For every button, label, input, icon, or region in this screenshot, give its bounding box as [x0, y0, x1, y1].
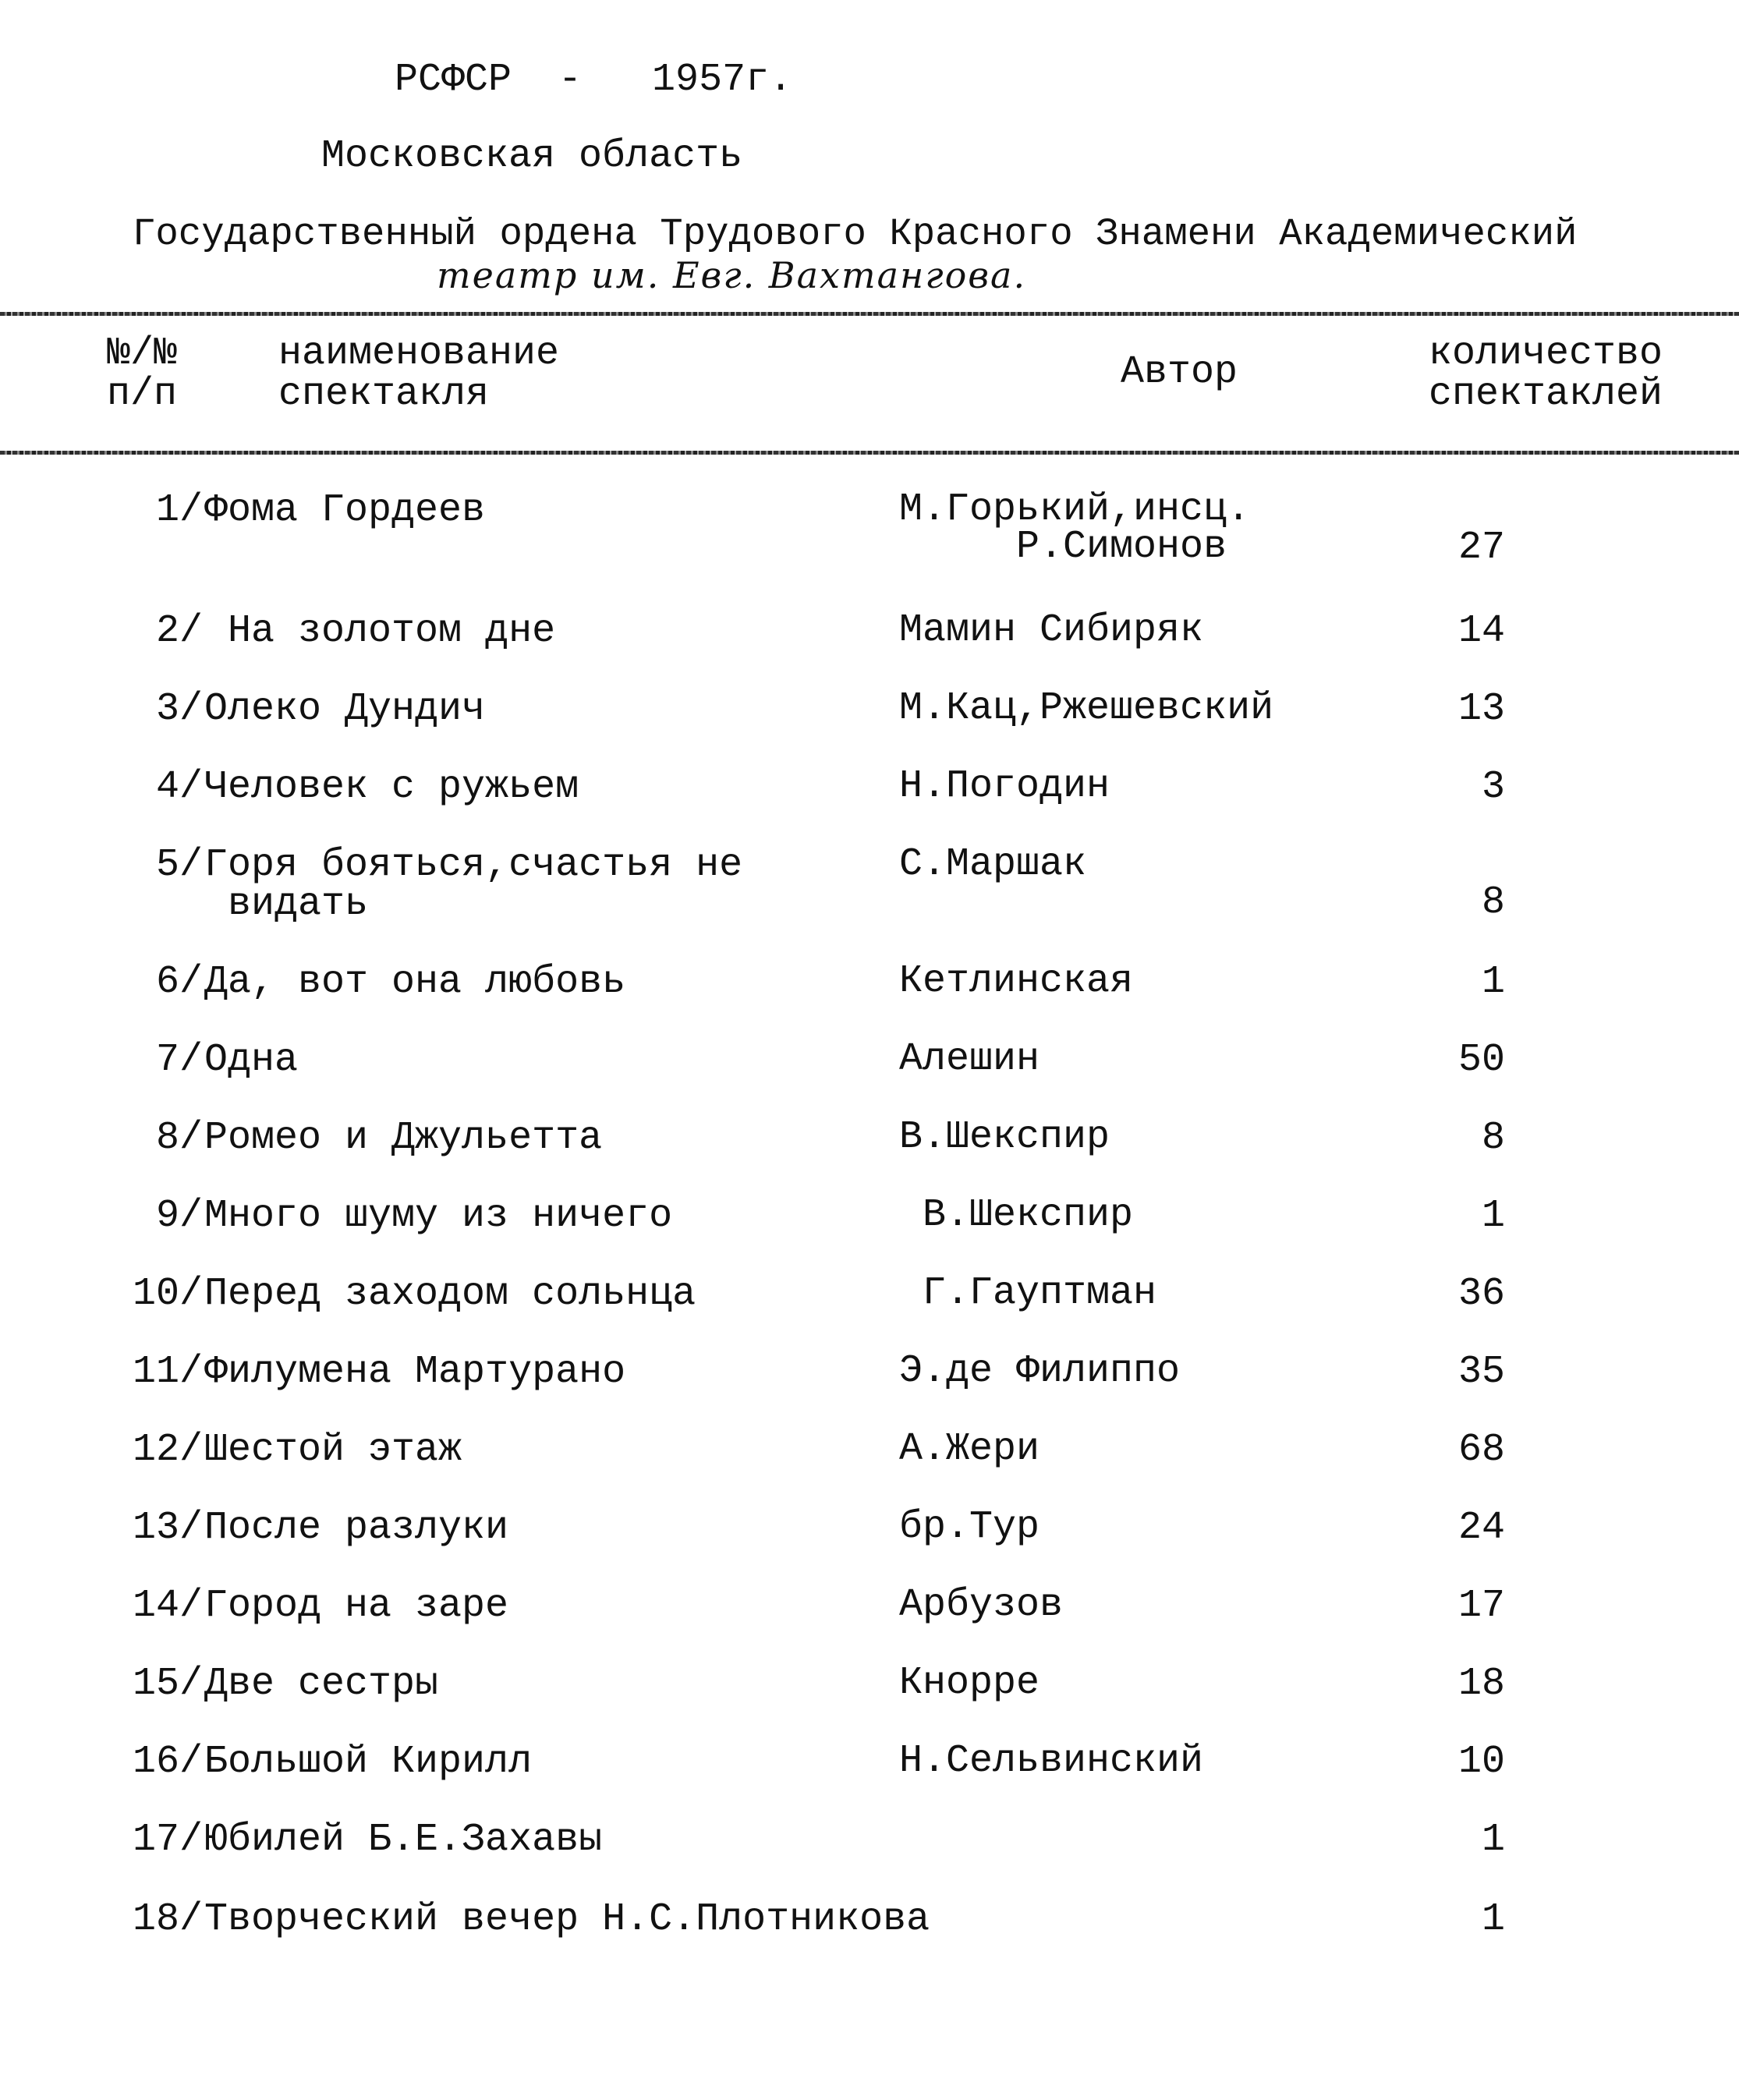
row-number: 11/ — [132, 1350, 203, 1394]
row-title: Город на заре — [204, 1584, 509, 1628]
row-author: Алешин — [899, 1037, 1040, 1082]
row-title: После разлуки — [204, 1506, 509, 1550]
row-count: 13 — [1457, 687, 1505, 731]
row-number: 6/ — [155, 960, 203, 1004]
region: Московская область — [321, 134, 743, 179]
row-title: Юбилей Б.Е.Захавы — [204, 1818, 603, 1862]
row-count: 35 — [1457, 1350, 1505, 1394]
row-author: Кетлинская — [899, 959, 1134, 1004]
header-bottom-rule — [0, 451, 1739, 455]
row-title: Перед заходом сольнца — [204, 1272, 696, 1316]
row-author: бр.Тур — [899, 1505, 1040, 1549]
row-count: 8 — [1481, 880, 1505, 925]
row-author: Арбузов — [899, 1583, 1064, 1627]
handwritten-theatre-name: театр им. Евг. Вахтангова. — [437, 254, 1027, 296]
col-header-count: количество спектаклей — [1429, 331, 1663, 416]
row-author: Н.Сельвинский — [899, 1739, 1204, 1783]
col-header-number: №/№ п/п — [107, 331, 178, 416]
row-title: Филумена Мартурано — [204, 1350, 626, 1394]
row-count: 18 — [1457, 1662, 1505, 1706]
row-author: М.Горький,инсц. Р.Симонов — [899, 487, 1251, 569]
col-header-title: наименование спектакля — [278, 331, 560, 416]
row-number: 17/ — [132, 1818, 203, 1862]
row-author: Кнорре — [899, 1661, 1040, 1705]
row-number: 14/ — [132, 1584, 203, 1628]
row-title: Две сестры — [204, 1662, 439, 1706]
row-number: 12/ — [132, 1428, 203, 1472]
row-count: 1 — [1481, 1818, 1505, 1862]
row-title: Фома Гордеев — [204, 488, 486, 533]
row-author: Э.де Филиппо — [899, 1349, 1181, 1394]
row-number: 16/ — [132, 1740, 203, 1784]
row-title: Человек с ружьем — [204, 765, 579, 809]
row-title: Большой Кирилл — [204, 1740, 533, 1784]
row-count: 50 — [1457, 1038, 1505, 1082]
row-number: 9/ — [155, 1194, 203, 1238]
row-number: 13/ — [132, 1506, 203, 1550]
row-count: 14 — [1457, 609, 1505, 653]
row-count: 1 — [1481, 1897, 1505, 1942]
row-author: В.Шекспир — [899, 1115, 1110, 1160]
row-title: На золотом дне — [204, 609, 556, 653]
row-count: 68 — [1457, 1428, 1505, 1472]
institution-name: Государственный ордена Трудового Красного Знамени Академический — [133, 212, 1578, 256]
row-count: 24 — [1457, 1506, 1505, 1550]
row-title: Ромео и Джульетта — [204, 1116, 603, 1160]
row-number: 15/ — [132, 1662, 203, 1706]
row-count: 3 — [1481, 765, 1505, 809]
row-title: Олеко Дундич — [204, 687, 486, 731]
row-title: Шестой этаж — [204, 1428, 462, 1472]
row-count: 17 — [1457, 1584, 1505, 1628]
row-author: Г.Гауптман — [899, 1271, 1157, 1316]
row-title: Да, вот она любовь — [204, 960, 626, 1004]
row-title: Много шуму из ничего — [204, 1194, 673, 1238]
row-number: 18/ — [132, 1897, 203, 1942]
row-count: 27 — [1457, 526, 1505, 570]
row-author: С.Маршак — [899, 842, 1087, 887]
row-count: 1 — [1481, 960, 1505, 1004]
row-number: 10/ — [132, 1272, 203, 1316]
row-count: 8 — [1481, 1116, 1505, 1160]
row-title: Горя бояться,счастья не видать — [204, 843, 743, 926]
row-title: Творческий вечер Н.С.Плотникова — [204, 1897, 930, 1942]
header-top-rule — [0, 312, 1739, 316]
row-title: Одна — [204, 1038, 299, 1082]
row-number: 3/ — [155, 687, 203, 731]
row-number: 2/ — [155, 609, 203, 653]
row-number: 8/ — [155, 1116, 203, 1160]
row-author: Н.Погодин — [899, 764, 1110, 809]
row-number: 7/ — [155, 1038, 203, 1082]
row-number: 5/ — [155, 843, 203, 887]
row-count: 10 — [1457, 1740, 1505, 1784]
row-count: 36 — [1457, 1272, 1505, 1316]
row-author: А.Жери — [899, 1427, 1040, 1471]
row-author: Мамин Сибиряк — [899, 608, 1204, 653]
row-author: В.Шекспир — [899, 1193, 1134, 1238]
row-count: 1 — [1481, 1194, 1505, 1238]
republic-year: РСФСР - 1957г. — [395, 58, 793, 102]
col-header-author: Автор — [1121, 350, 1238, 395]
row-number: 4/ — [155, 765, 203, 809]
row-author: М.Кац,Ржешевский — [899, 686, 1274, 731]
row-number: 1/ — [155, 488, 203, 533]
